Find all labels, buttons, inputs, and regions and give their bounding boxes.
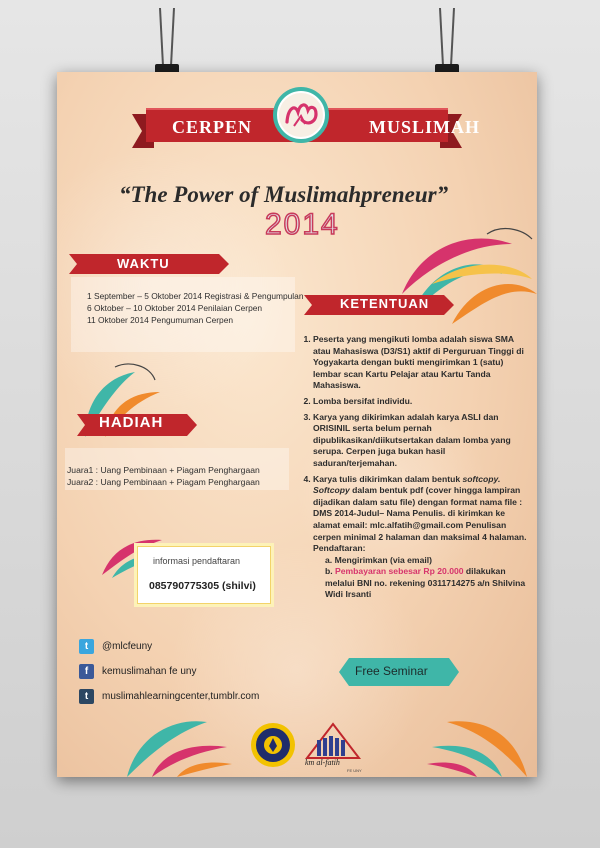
year: 2014 [265,208,340,241]
mlc-logo-badge [272,86,330,144]
social-facebook [79,664,197,679]
rule-sub-a: a. Mengirimkan (via email) [325,554,432,565]
rule-text: Lomba bersifat individu. [313,395,413,406]
facebook-name: kemuslimahan fe uny [102,666,197,677]
poster [57,72,537,777]
university-seal-logo [250,722,296,768]
km-alfatih-subtext: FE UNY [347,768,362,773]
rule-italic: Softcopy [313,485,350,496]
rule-sub-b: b. Pembayaran sebesar Rp 20.000 dilakukan melalui BNI no. rekening 0311714275 a/n Shilvina Widi Irsanti [325,566,526,600]
waktu-item: 11 Oktober 2014 Pengumuman Cerpen [87,315,234,325]
tumblr-icon: t [79,689,94,704]
twitter-icon: t [79,639,94,654]
rule-text: Karya yang dikirimkan adalah karya ASLI dan ORISINIL serta belum pernah dipublikasikan/diikutsertakan dalam lomba yang serupa. Cerpen juga bukan hasil saduran/terjemahan. [313,411,511,468]
tumblr-url: muslimahlearningcenter,tumblr.com [102,691,260,702]
km-alfatih-text: km al-fatih [305,758,340,767]
info-phone: 085790775305 (shilvi) [149,580,256,592]
rule-italic: softcopy. [462,473,501,484]
hadiah-list [67,464,307,488]
rule-item [313,412,531,470]
swirl-decoration-bottom-right [427,702,537,777]
ketentuan-rules [295,334,531,605]
rule-item [313,396,531,408]
hadiah-item: Juara2 : Uang Pembinaan + Piagam Penghargaan [67,477,260,487]
waktu-list [87,290,327,326]
rule-text: Peserta yang mengikuti lomba adalah siswa SMA atau Mahasiswa (D3/S1) aktif di Perguruan Tinggi di Yogyakarta dengan bukti mengirimkan 1 (satu) lembar scan Kartu Pelajar atau Kartu Tanda Mahasiswa. [313,334,524,391]
hadiah-item: Juara1 : Uang Pembinaan + Piagam Penghargaan [67,465,260,475]
social-twitter [79,639,152,654]
free-seminar-label: Free Seminar [355,664,428,678]
rule-item [313,334,531,392]
km-alfatih-logo [303,720,363,760]
rule-item [313,474,531,602]
ketentuan-title: KETENTUAN [340,296,430,311]
swirl-decoration-bottom-left [117,702,237,777]
waktu-item: 1 September – 5 Oktober 2014 Registrasi & Pengumpulan [87,291,304,301]
waktu-item: 6 Oktober – 10 Oktober 2014 Penilaian Cerpen [87,303,263,313]
info-box [137,546,271,604]
waktu-title: WAKTU [117,256,170,271]
twitter-handle: @mlcfeuny [102,641,153,652]
tagline: “The Power of Muslimahpreneur” [119,182,449,207]
header-right-text: MUSLIMAH [369,117,480,137]
payment-amount: Pembayaran sebesar Rp 20.000 [335,566,464,577]
hadiah-title: HADIAH [99,414,164,431]
header-left-text: CERPEN [172,117,253,137]
rule-text: Karya tulis dikirimkan dalam bentuk [313,473,463,484]
info-label: informasi pendaftaran [153,556,241,566]
rule-text: dalam bentuk pdf (cover hingga lampiran dijadikan dalam satu file) dengan format nama file : DMS 2014-Judul– Nama Penulis. di kirimkan ke alamat email: mlc.alfatih@gmail.com Penulisan cerpen minimal 2 halaman dan maksimal 4 halaman. Pendaftaran: [313,485,527,554]
facebook-icon: f [79,664,94,679]
